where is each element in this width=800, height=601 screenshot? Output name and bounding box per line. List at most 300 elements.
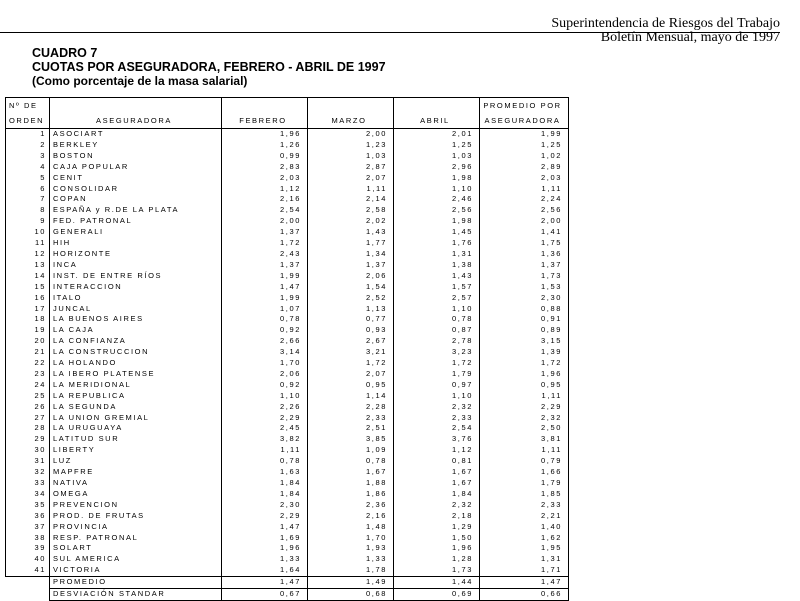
row-number: 36 <box>6 511 50 522</box>
row-number: 40 <box>6 554 50 565</box>
row-febrero: 2,29 <box>222 413 308 424</box>
row-number: 34 <box>6 489 50 500</box>
row-abril: 1,29 <box>394 522 480 533</box>
table-row <box>6 511 569 522</box>
row-number: 18 <box>6 314 50 325</box>
row-insurer-name: PREVENCION <box>50 500 222 511</box>
table-row <box>6 543 569 554</box>
col-header-blank <box>308 98 394 114</box>
table-row <box>6 489 569 500</box>
row-number: 14 <box>6 271 50 282</box>
row-number: 16 <box>6 293 50 304</box>
row-number: 8 <box>6 205 50 216</box>
row-promedio: 2,24 <box>480 194 569 205</box>
row-febrero: 1,96 <box>222 543 308 554</box>
row-marzo: 1,78 <box>308 565 394 576</box>
table-row <box>6 456 569 467</box>
col-header-blank <box>50 98 222 114</box>
summary-promedio: 0,66 <box>480 589 569 601</box>
row-marzo: 2,33 <box>308 413 394 424</box>
row-promedio: 1,41 <box>480 227 569 238</box>
row-promedio: 1,53 <box>480 282 569 293</box>
row-insurer-name: MAPFRE <box>50 467 222 478</box>
table-row <box>6 184 569 195</box>
row-febrero: 2,83 <box>222 162 308 173</box>
row-insurer-name: LA MERIDIONAL <box>50 380 222 391</box>
row-insurer-name: ASOCIART <box>50 129 222 140</box>
summary-blank-cell <box>6 589 50 601</box>
row-marzo: 1,72 <box>308 358 394 369</box>
row-febrero: 2,30 <box>222 500 308 511</box>
row-insurer-name: INTERACCION <box>50 282 222 293</box>
summary-marzo: 0,68 <box>308 589 394 601</box>
row-abril: 2,18 <box>394 511 480 522</box>
table-title-block <box>32 46 386 88</box>
row-marzo: 2,67 <box>308 336 394 347</box>
table-row <box>6 205 569 216</box>
row-marzo: 1,70 <box>308 533 394 544</box>
row-abril: 2,57 <box>394 293 480 304</box>
row-febrero: 0,78 <box>222 456 308 467</box>
row-promedio: 2,30 <box>480 293 569 304</box>
row-febrero: 0,78 <box>222 314 308 325</box>
row-febrero: 1,26 <box>222 140 308 151</box>
row-number: 37 <box>6 522 50 533</box>
row-febrero: 0,92 <box>222 380 308 391</box>
col-header-num-bottom: ORDEN <box>6 113 50 129</box>
row-number: 28 <box>6 423 50 434</box>
row-promedio: 2,32 <box>480 413 569 424</box>
table-row <box>6 500 569 511</box>
row-insurer-name: CONSOLIDAR <box>50 184 222 195</box>
row-marzo: 2,07 <box>308 369 394 380</box>
cuadro-number: CUADRO 7 <box>32 46 98 60</box>
row-marzo: 3,85 <box>308 434 394 445</box>
table-subtitle: (Como porcentaje de la masa salarial) <box>32 74 248 88</box>
table-body <box>6 129 569 577</box>
table-row <box>6 129 569 140</box>
row-marzo: 1,67 <box>308 467 394 478</box>
row-abril: 0,78 <box>394 314 480 325</box>
row-marzo: 2,07 <box>308 173 394 184</box>
row-number: 29 <box>6 434 50 445</box>
row-promedio: 1,40 <box>480 522 569 533</box>
table-row <box>6 445 569 456</box>
row-number: 10 <box>6 227 50 238</box>
row-abril: 2,32 <box>394 500 480 511</box>
row-marzo: 1,33 <box>308 554 394 565</box>
table-row <box>6 173 569 184</box>
row-number: 17 <box>6 304 50 315</box>
row-number: 22 <box>6 358 50 369</box>
row-marzo: 2,87 <box>308 162 394 173</box>
row-marzo: 0,77 <box>308 314 394 325</box>
row-abril: 0,81 <box>394 456 480 467</box>
row-marzo: 3,21 <box>308 347 394 358</box>
row-marzo: 1,77 <box>308 238 394 249</box>
row-insurer-name: VICTORIA <box>50 565 222 576</box>
row-promedio: 1,02 <box>480 151 569 162</box>
row-abril: 2,54 <box>394 423 480 434</box>
col-header-promedio-top: PROMEDIO POR <box>480 98 569 114</box>
summary-label: DESVIACIÓN STANDAR <box>50 589 222 601</box>
row-promedio: 0,89 <box>480 325 569 336</box>
row-number: 41 <box>6 565 50 576</box>
row-insurer-name: ESPAÑA y R.DE LA PLATA <box>50 205 222 216</box>
row-promedio: 1,62 <box>480 533 569 544</box>
row-insurer-name: SUL AMERICA <box>50 554 222 565</box>
row-febrero: 2,00 <box>222 216 308 227</box>
row-febrero: 2,43 <box>222 249 308 260</box>
row-marzo: 1,11 <box>308 184 394 195</box>
row-promedio: 1,11 <box>480 184 569 195</box>
row-febrero: 1,47 <box>222 522 308 533</box>
summary-febrero: 1,47 <box>222 577 308 589</box>
row-promedio: 1,71 <box>480 565 569 576</box>
row-promedio: 3,81 <box>480 434 569 445</box>
row-abril: 1,73 <box>394 565 480 576</box>
row-abril: 1,43 <box>394 271 480 282</box>
table-row <box>6 260 569 271</box>
table-row <box>6 227 569 238</box>
row-number: 21 <box>6 347 50 358</box>
row-insurer-name: CENIT <box>50 173 222 184</box>
row-promedio: 0,79 <box>480 456 569 467</box>
row-promedio: 1,73 <box>480 271 569 282</box>
table-row <box>6 249 569 260</box>
row-marzo: 1,37 <box>308 260 394 271</box>
row-marzo: 2,51 <box>308 423 394 434</box>
row-promedio: 2,50 <box>480 423 569 434</box>
row-insurer-name: LUZ <box>50 456 222 467</box>
row-promedio: 1,99 <box>480 129 569 140</box>
table-row <box>6 216 569 227</box>
bulletin-agency-name: Superintendencia de Riesgos del Trabajo <box>551 16 780 31</box>
table-row <box>6 282 569 293</box>
row-insurer-name: PROD. DE FRUTAS <box>50 511 222 522</box>
row-abril: 1,57 <box>394 282 480 293</box>
row-promedio: 1,75 <box>480 238 569 249</box>
summary-febrero: 0,67 <box>222 589 308 601</box>
row-febrero: 2,16 <box>222 194 308 205</box>
row-number: 27 <box>6 413 50 424</box>
quotas-table <box>5 97 569 601</box>
row-febrero: 1,84 <box>222 489 308 500</box>
row-febrero: 2,06 <box>222 369 308 380</box>
row-abril: 1,10 <box>394 184 480 195</box>
row-febrero: 1,37 <box>222 227 308 238</box>
row-number: 11 <box>6 238 50 249</box>
bulletin-edition: Boletín Mensual, mayo de 1997 <box>600 30 780 45</box>
header-row-bottom <box>6 113 569 129</box>
row-number: 33 <box>6 478 50 489</box>
row-marzo: 1,86 <box>308 489 394 500</box>
summary-abril: 1,44 <box>394 577 480 589</box>
row-marzo: 2,06 <box>308 271 394 282</box>
row-febrero: 0,92 <box>222 325 308 336</box>
row-insurer-name: INCA <box>50 260 222 271</box>
row-insurer-name: LA URUGUAYA <box>50 423 222 434</box>
row-insurer-name: OMEGA <box>50 489 222 500</box>
row-insurer-name: ITALO <box>50 293 222 304</box>
table-row <box>6 271 569 282</box>
row-marzo: 2,28 <box>308 402 394 413</box>
row-promedio: 1,39 <box>480 347 569 358</box>
row-abril: 2,33 <box>394 413 480 424</box>
row-marzo: 1,88 <box>308 478 394 489</box>
row-insurer-name: HIH <box>50 238 222 249</box>
row-febrero: 2,66 <box>222 336 308 347</box>
row-number: 9 <box>6 216 50 227</box>
table-row <box>6 314 569 325</box>
table-row <box>6 423 569 434</box>
row-abril: 2,32 <box>394 402 480 413</box>
row-number: 35 <box>6 500 50 511</box>
row-promedio: 1,11 <box>480 445 569 456</box>
row-number: 7 <box>6 194 50 205</box>
summary-marzo: 1,49 <box>308 577 394 589</box>
row-insurer-name: HORIZONTE <box>50 249 222 260</box>
row-number: 6 <box>6 184 50 195</box>
row-abril: 1,45 <box>394 227 480 238</box>
table-row <box>6 194 569 205</box>
row-febrero: 1,12 <box>222 184 308 195</box>
row-promedio: 2,56 <box>480 205 569 216</box>
summary-blank-cell <box>6 577 50 589</box>
row-insurer-name: BERKLEY <box>50 140 222 151</box>
row-abril: 3,76 <box>394 434 480 445</box>
row-febrero: 1,72 <box>222 238 308 249</box>
row-number: 2 <box>6 140 50 151</box>
row-promedio: 2,00 <box>480 216 569 227</box>
row-abril: 1,25 <box>394 140 480 151</box>
row-insurer-name: SOLART <box>50 543 222 554</box>
row-febrero: 2,26 <box>222 402 308 413</box>
row-insurer-name: BOSTON <box>50 151 222 162</box>
row-insurer-name: LA CONFIANZA <box>50 336 222 347</box>
row-promedio: 1,96 <box>480 369 569 380</box>
row-insurer-name: LATITUD SUR <box>50 434 222 445</box>
row-abril: 1,67 <box>394 478 480 489</box>
row-febrero: 1,10 <box>222 391 308 402</box>
table-row <box>6 554 569 565</box>
row-promedio: 1,95 <box>480 543 569 554</box>
row-febrero: 1,70 <box>222 358 308 369</box>
row-number: 20 <box>6 336 50 347</box>
table-row <box>6 467 569 478</box>
row-abril: 1,28 <box>394 554 480 565</box>
row-febrero: 3,14 <box>222 347 308 358</box>
row-abril: 0,87 <box>394 325 480 336</box>
row-promedio: 1,36 <box>480 249 569 260</box>
row-promedio: 2,33 <box>480 500 569 511</box>
row-marzo: 1,14 <box>308 391 394 402</box>
row-insurer-name: GENERALI <box>50 227 222 238</box>
row-febrero: 1,47 <box>222 282 308 293</box>
row-febrero: 1,96 <box>222 129 308 140</box>
row-promedio: 0,88 <box>480 304 569 315</box>
row-number: 5 <box>6 173 50 184</box>
row-insurer-name: LA CAJA <box>50 325 222 336</box>
table-row <box>6 325 569 336</box>
row-promedio: 1,85 <box>480 489 569 500</box>
table-row <box>6 304 569 315</box>
row-marzo: 1,23 <box>308 140 394 151</box>
row-promedio: 2,89 <box>480 162 569 173</box>
row-promedio: 1,79 <box>480 478 569 489</box>
row-promedio: 0,95 <box>480 380 569 391</box>
col-header-blank <box>394 98 480 114</box>
row-insurer-name: PROVINCIA <box>50 522 222 533</box>
summary-label: PROMEDIO <box>50 577 222 589</box>
row-marzo: 2,00 <box>308 129 394 140</box>
row-promedio: 0,91 <box>480 314 569 325</box>
row-promedio: 1,25 <box>480 140 569 151</box>
row-number: 30 <box>6 445 50 456</box>
row-marzo: 2,02 <box>308 216 394 227</box>
row-promedio: 2,21 <box>480 511 569 522</box>
row-abril: 1,98 <box>394 216 480 227</box>
col-header-febrero: FEBRERO <box>222 113 308 129</box>
row-febrero: 1,37 <box>222 260 308 271</box>
row-marzo: 1,93 <box>308 543 394 554</box>
row-number: 39 <box>6 543 50 554</box>
row-insurer-name: LIBERTY <box>50 445 222 456</box>
row-marzo: 1,13 <box>308 304 394 315</box>
row-marzo: 0,93 <box>308 325 394 336</box>
row-insurer-name: JUNCAL <box>50 304 222 315</box>
row-number: 19 <box>6 325 50 336</box>
row-number: 12 <box>6 249 50 260</box>
row-abril: 1,03 <box>394 151 480 162</box>
row-abril: 2,56 <box>394 205 480 216</box>
row-insurer-name: LA CONSTRUCCION <box>50 347 222 358</box>
table-row <box>6 336 569 347</box>
row-abril: 2,78 <box>394 336 480 347</box>
row-abril: 1,10 <box>394 304 480 315</box>
summary-row <box>6 577 569 589</box>
row-marzo: 2,14 <box>308 194 394 205</box>
row-insurer-name: RESP. PATRONAL <box>50 533 222 544</box>
row-number: 32 <box>6 467 50 478</box>
row-number: 23 <box>6 369 50 380</box>
table-row <box>6 478 569 489</box>
row-marzo: 2,52 <box>308 293 394 304</box>
row-abril: 1,50 <box>394 533 480 544</box>
row-abril: 3,23 <box>394 347 480 358</box>
row-promedio: 1,31 <box>480 554 569 565</box>
col-header-abril: ABRIL <box>394 113 480 129</box>
col-header-marzo: MARZO <box>308 113 394 129</box>
header-row-top <box>6 98 569 114</box>
row-insurer-name: FED. PATRONAL <box>50 216 222 227</box>
summary-row <box>6 589 569 601</box>
row-number: 13 <box>6 260 50 271</box>
row-promedio: 2,29 <box>480 402 569 413</box>
row-febrero: 2,29 <box>222 511 308 522</box>
row-abril: 1,12 <box>394 445 480 456</box>
row-abril: 2,46 <box>394 194 480 205</box>
row-marzo: 1,03 <box>308 151 394 162</box>
summary-promedio: 1,47 <box>480 577 569 589</box>
table-row <box>6 140 569 151</box>
row-febrero: 1,63 <box>222 467 308 478</box>
row-insurer-name: LA HOLANDO <box>50 358 222 369</box>
row-insurer-name: CAJA POPULAR <box>50 162 222 173</box>
row-marzo: 1,34 <box>308 249 394 260</box>
table-title: CUOTAS POR ASEGURADORA, FEBRERO - ABRIL DE 1997 <box>32 60 386 74</box>
row-abril: 2,01 <box>394 129 480 140</box>
row-abril: 1,38 <box>394 260 480 271</box>
row-marzo: 2,16 <box>308 511 394 522</box>
row-promedio: 2,03 <box>480 173 569 184</box>
row-febrero: 0,99 <box>222 151 308 162</box>
row-febrero: 3,82 <box>222 434 308 445</box>
row-abril: 1,67 <box>394 467 480 478</box>
row-insurer-name: NATIVA <box>50 478 222 489</box>
row-insurer-name: COPAN <box>50 194 222 205</box>
table-row <box>6 565 569 576</box>
table-row <box>6 402 569 413</box>
col-header-num-top: Nº DE <box>6 98 50 114</box>
row-abril: 1,79 <box>394 369 480 380</box>
table-row <box>6 434 569 445</box>
table-summary <box>6 577 569 601</box>
row-number: 25 <box>6 391 50 402</box>
row-marzo: 2,58 <box>308 205 394 216</box>
row-number: 24 <box>6 380 50 391</box>
table-row <box>6 391 569 402</box>
row-marzo: 1,43 <box>308 227 394 238</box>
row-promedio: 1,66 <box>480 467 569 478</box>
row-promedio: 1,37 <box>480 260 569 271</box>
table-row <box>6 238 569 249</box>
row-insurer-name: LA BUENOS AIRES <box>50 314 222 325</box>
row-abril: 0,97 <box>394 380 480 391</box>
row-marzo: 1,54 <box>308 282 394 293</box>
row-febrero: 1,33 <box>222 554 308 565</box>
row-marzo: 0,78 <box>308 456 394 467</box>
row-number: 31 <box>6 456 50 467</box>
row-marzo: 0,95 <box>308 380 394 391</box>
row-promedio: 3,15 <box>480 336 569 347</box>
row-insurer-name: LA REPUBLICA <box>50 391 222 402</box>
row-abril: 1,84 <box>394 489 480 500</box>
col-header-blank <box>222 98 308 114</box>
row-febrero: 2,03 <box>222 173 308 184</box>
row-number: 3 <box>6 151 50 162</box>
table-row <box>6 293 569 304</box>
col-header-aseguradora: ASEGURADORA <box>50 113 222 129</box>
table-row <box>6 358 569 369</box>
row-number: 4 <box>6 162 50 173</box>
row-febrero: 1,99 <box>222 271 308 282</box>
table-row <box>6 413 569 424</box>
row-abril: 1,72 <box>394 358 480 369</box>
row-insurer-name: INST. DE ENTRE RÍOS <box>50 271 222 282</box>
row-febrero: 1,11 <box>222 445 308 456</box>
row-number: 15 <box>6 282 50 293</box>
row-abril: 1,96 <box>394 543 480 554</box>
row-number: 1 <box>6 129 50 140</box>
col-header-promedio-bottom: ASEGURADORA <box>480 113 569 129</box>
summary-abril: 0,69 <box>394 589 480 601</box>
row-febrero: 1,64 <box>222 565 308 576</box>
row-febrero: 1,84 <box>222 478 308 489</box>
row-abril: 1,10 <box>394 391 480 402</box>
row-abril: 1,31 <box>394 249 480 260</box>
row-promedio: 1,72 <box>480 358 569 369</box>
